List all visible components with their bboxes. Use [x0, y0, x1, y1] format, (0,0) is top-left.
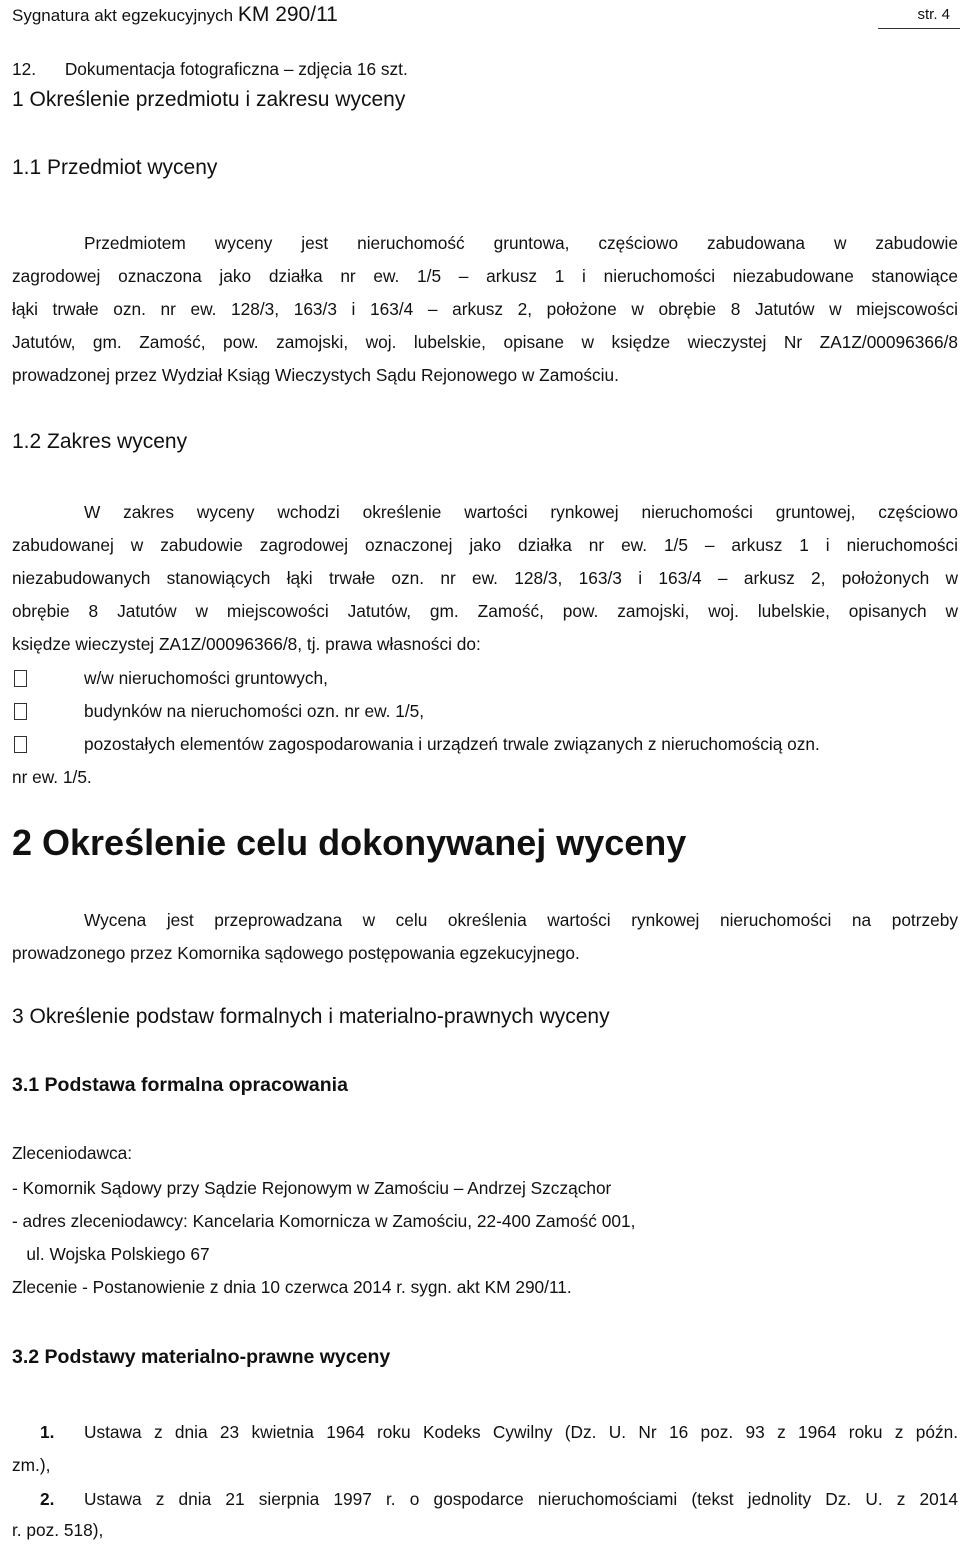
paragraph-line: Zlecenie - Postanowienie z dnia 10 czerwca 2014 r. sygn. akt KM 290/11.: [12, 1277, 572, 1297]
page-number: str. 4: [917, 6, 950, 23]
paragraph-line: prowadzonej przez Wydział Ksiąg Wieczystych Sądu Rejonowego w Zamościu.: [12, 365, 619, 385]
paragraph-line: zagrodowej oznaczona jako działka nr ew. 1/5 – arkusz 1 i nieruchomości niezabudowane stanowiące: [12, 266, 958, 286]
paragraph-line: obrębie 8 Jatutów w miejscowości Jatutów, gm. Zamość, pow. zamojski, woj. lubelskie, opisanych w: [12, 601, 958, 621]
list-item-number: 1.: [40, 1422, 55, 1442]
section-3-title: 3 Określenie podstaw formalnych i materialno-prawnych wyceny: [12, 1005, 610, 1028]
subsection-3-2-title: 3.2 Podstawy materialno-prawne wyceny: [12, 1346, 391, 1368]
header-rule: [878, 28, 960, 29]
section-2-title: 2 Określenie celu dokonywanej wyceny: [12, 822, 687, 863]
list-item-continuation: r. poz. 518),: [12, 1520, 104, 1540]
paragraph-line: prowadzonego przez Komornika sądowego postępowania egzekucyjnego.: [12, 943, 580, 963]
paragraph-line: ul. Wojska Polskiego 67: [12, 1244, 210, 1264]
section-1-title: 1 Określenie przedmiotu i zakresu wyceny: [12, 88, 406, 111]
zleceniodawca-label: Zleceniodawca:: [12, 1143, 133, 1163]
paragraph-line: łąki trwałe ozn. nr ew. 128/3, 163/3 i 163/4 – arkusz 2, położone w obrębie 8 Jatutów w miejscowości: [12, 299, 958, 319]
paragraph-line: - Komornik Sądowy przy Sądzie Rejonowym w Zamościu – Andrzej Szcząchor: [12, 1178, 612, 1198]
header-label: Sygnatura akt egzekucyjnych: [12, 6, 234, 25]
paragraph-line: niezabudowanych stanowiących łąki trwałe ozn. nr ew. 128/3, 163/3 i 163/4 – arkusz 2, położonych w: [12, 568, 958, 588]
paragraph-line: zabudowanej w zabudowie zagrodowej oznaczonej jako działka nr ew. 1/5 – arkusz 1 i nieruchomości: [12, 535, 958, 555]
paragraph-line: Wycena jest przeprowadzana w celu określenia wartości rynkowej nieruchomości na potrzeby: [84, 910, 958, 930]
paragraph-line: Jatutów, gm. Zamość, pow. zamojski, woj. lubelskie, opisane w księdze wieczystej Nr ZA1Z/00096366/8: [12, 332, 958, 352]
header-left: [12, 3, 338, 28]
list-item-tail: nr ew. 1/5.: [12, 767, 92, 787]
page-header: [12, 2, 950, 30]
paragraph-line: Przedmiotem wyceny jest nieruchomość gruntowa, częściowo zabudowana w zabudowie: [84, 233, 958, 253]
list-item: w/w nieruchomości gruntowych,: [84, 668, 328, 688]
paragraph-line: księdze wieczystej ZA1Z/00096366/8, tj. prawa własności do:: [12, 634, 481, 654]
subsection-1-1-title: 1.1 Przedmiot wyceny: [12, 156, 218, 179]
case-reference: KM 290/11: [237, 3, 338, 26]
list-item: Ustawa z dnia 23 kwietnia 1964 roku Kodeks Cywilny (Dz. U. Nr 16 poz. 93 z 1964 roku z późn.: [84, 1422, 958, 1442]
bullet-box-icon: [14, 736, 27, 753]
list-item-continuation: zm.),: [12, 1455, 51, 1475]
bullet-box-icon: [14, 670, 27, 687]
list-item: pozostałych elementów zagospodarowania i urządzeń trwale związanych z nieruchomością ozn.: [84, 734, 820, 754]
subsection-3-1-title: 3.1 Podstawa formalna opracowania: [12, 1074, 348, 1096]
bullet-box-icon: [14, 703, 27, 720]
paragraph-line: W zakres wyceny wchodzi określenie wartości rynkowej nieruchomości gruntowej, częściowo: [84, 502, 958, 522]
list-item-number: 2.: [40, 1489, 55, 1509]
subsection-1-2-title: 1.2 Zakres wyceny: [12, 430, 188, 453]
list-item: Ustawa z dnia 21 sierpnia 1997 r. o gospodarce nieruchomościami (tekst jednolity Dz. U. z 2014: [84, 1489, 958, 1509]
list-item: budynków na nieruchomości ozn. nr ew. 1/5,: [84, 701, 425, 721]
paragraph-line: - adres zleceniodawcy: Kancelaria Komornicza w Zamościu, 22-400 Zamość 001,: [12, 1211, 636, 1231]
list-item-12: 12. Dokumentacja fotograficzna – zdjęcia 16 szt.: [12, 59, 408, 79]
